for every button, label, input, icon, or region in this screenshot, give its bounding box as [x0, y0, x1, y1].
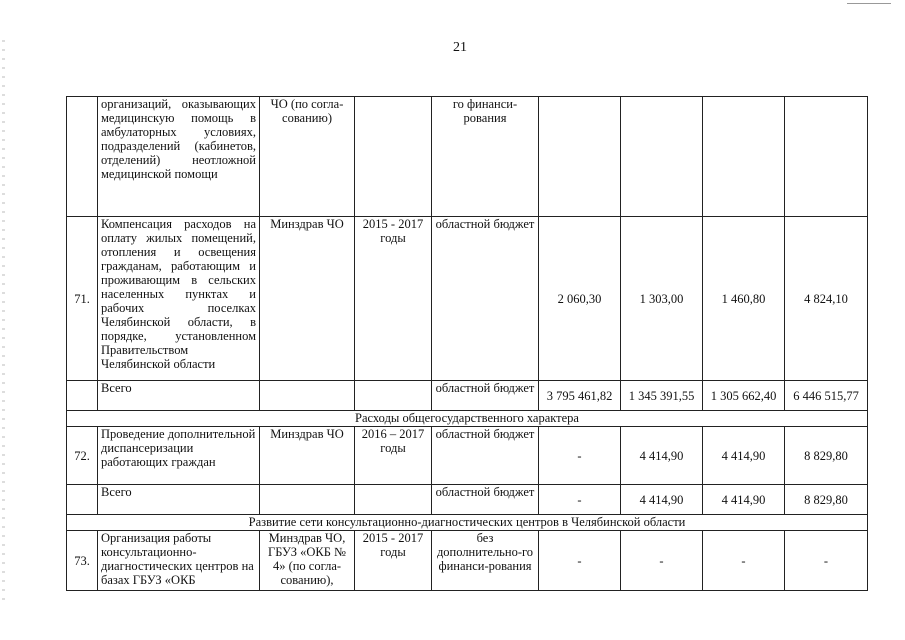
row-number: 72.	[67, 427, 98, 485]
value-2017: 4 414,90	[703, 485, 785, 515]
top-edge-rule	[847, 3, 891, 4]
executor: Минздрав ЧО	[260, 217, 355, 381]
row-number	[67, 97, 98, 217]
row-number: 73.	[67, 531, 98, 591]
funding-source: областной бюджет	[432, 217, 539, 381]
value-2017: -	[703, 531, 785, 591]
funding-source: областной бюджет	[432, 485, 539, 515]
section-title: Расходы общегосударственного характера	[67, 411, 868, 427]
value-2017: 1 305 662,40	[703, 381, 785, 411]
term: 2015 - 2017 годы	[355, 531, 432, 591]
term	[355, 97, 432, 217]
table-row-71	[67, 217, 868, 381]
value-2015: -	[539, 427, 621, 485]
executor: Минздрав ЧО, ГБУЗ «ОКБ № 4» (по согла-сованию),	[260, 531, 355, 591]
term: 2016 – 2017 годы	[355, 427, 432, 485]
executor: Минздрав ЧО	[260, 427, 355, 485]
value-2016: 1 303,00	[621, 217, 703, 381]
program-activities-table	[66, 96, 868, 591]
value-2015: -	[539, 485, 621, 515]
executor: ЧО (по согла-сованию)	[260, 97, 355, 217]
funding-source: областной бюджет	[432, 427, 539, 485]
activity-name: Проведение дополнительной диспансеризации работающих граждан	[98, 427, 260, 485]
funding-source: го финанси-рования	[432, 97, 539, 217]
value-total: 6 446 515,77	[785, 381, 868, 411]
page-number: 21	[453, 40, 467, 55]
table-row-total-2	[67, 485, 868, 515]
value-2016: 4 414,90	[621, 485, 703, 515]
value-2017: 1 460,80	[703, 217, 785, 381]
activity-name: Организация работы консультационно-диагностических центров на базах ГБУЗ «ОКБ	[98, 531, 260, 591]
term: 2015 - 2017 годы	[355, 217, 432, 381]
section-title: Развитие сети консультационно-диагностических центров в Челябинской области	[67, 515, 868, 531]
activity-name: Всего	[98, 381, 260, 411]
table-row-73	[67, 531, 868, 591]
value-cell	[785, 97, 868, 217]
value-cell	[621, 97, 703, 217]
funding-source: без дополнительно-го финанси-рования	[432, 531, 539, 591]
activity-name: организаций, оказывающих медицинскую помощь в амбулаторных условиях, подразделений (кабинетов, отделений) неотложной медицинской помощи	[98, 97, 260, 217]
term	[355, 381, 432, 411]
value-total: -	[785, 531, 868, 591]
row-number	[67, 485, 98, 515]
value-2016: 1 345 391,55	[621, 381, 703, 411]
section-header-general	[67, 411, 868, 427]
executor	[260, 485, 355, 515]
value-2017: 4 414,90	[703, 427, 785, 485]
table-row-total-1	[67, 381, 868, 411]
value-total: 8 829,80	[785, 427, 868, 485]
scan-edge-marks	[2, 40, 5, 600]
value-2015: 2 060,30	[539, 217, 621, 381]
value-cell	[703, 97, 785, 217]
table-row-72	[67, 427, 868, 485]
value-2015: -	[539, 531, 621, 591]
value-2015: 3 795 461,82	[539, 381, 621, 411]
value-cell	[539, 97, 621, 217]
value-total: 8 829,80	[785, 485, 868, 515]
value-total: 4 824,10	[785, 217, 868, 381]
table-row-continuation	[67, 97, 868, 217]
term	[355, 485, 432, 515]
row-number	[67, 381, 98, 411]
activity-name: Всего	[98, 485, 260, 515]
funding-source: областной бюджет	[432, 381, 539, 411]
value-2016: 4 414,90	[621, 427, 703, 485]
executor	[260, 381, 355, 411]
value-2016: -	[621, 531, 703, 591]
activity-name: Компенсация расходов на оплату жилых помещений, отопления и освещения гражданам, работающим и проживающим в сельских населенных пунктах и рабочих поселках Челябинской области, в порядке, установленном Правительством Челябинской области	[98, 217, 260, 381]
row-number: 71.	[67, 217, 98, 381]
section-header-consult-centers	[67, 515, 868, 531]
